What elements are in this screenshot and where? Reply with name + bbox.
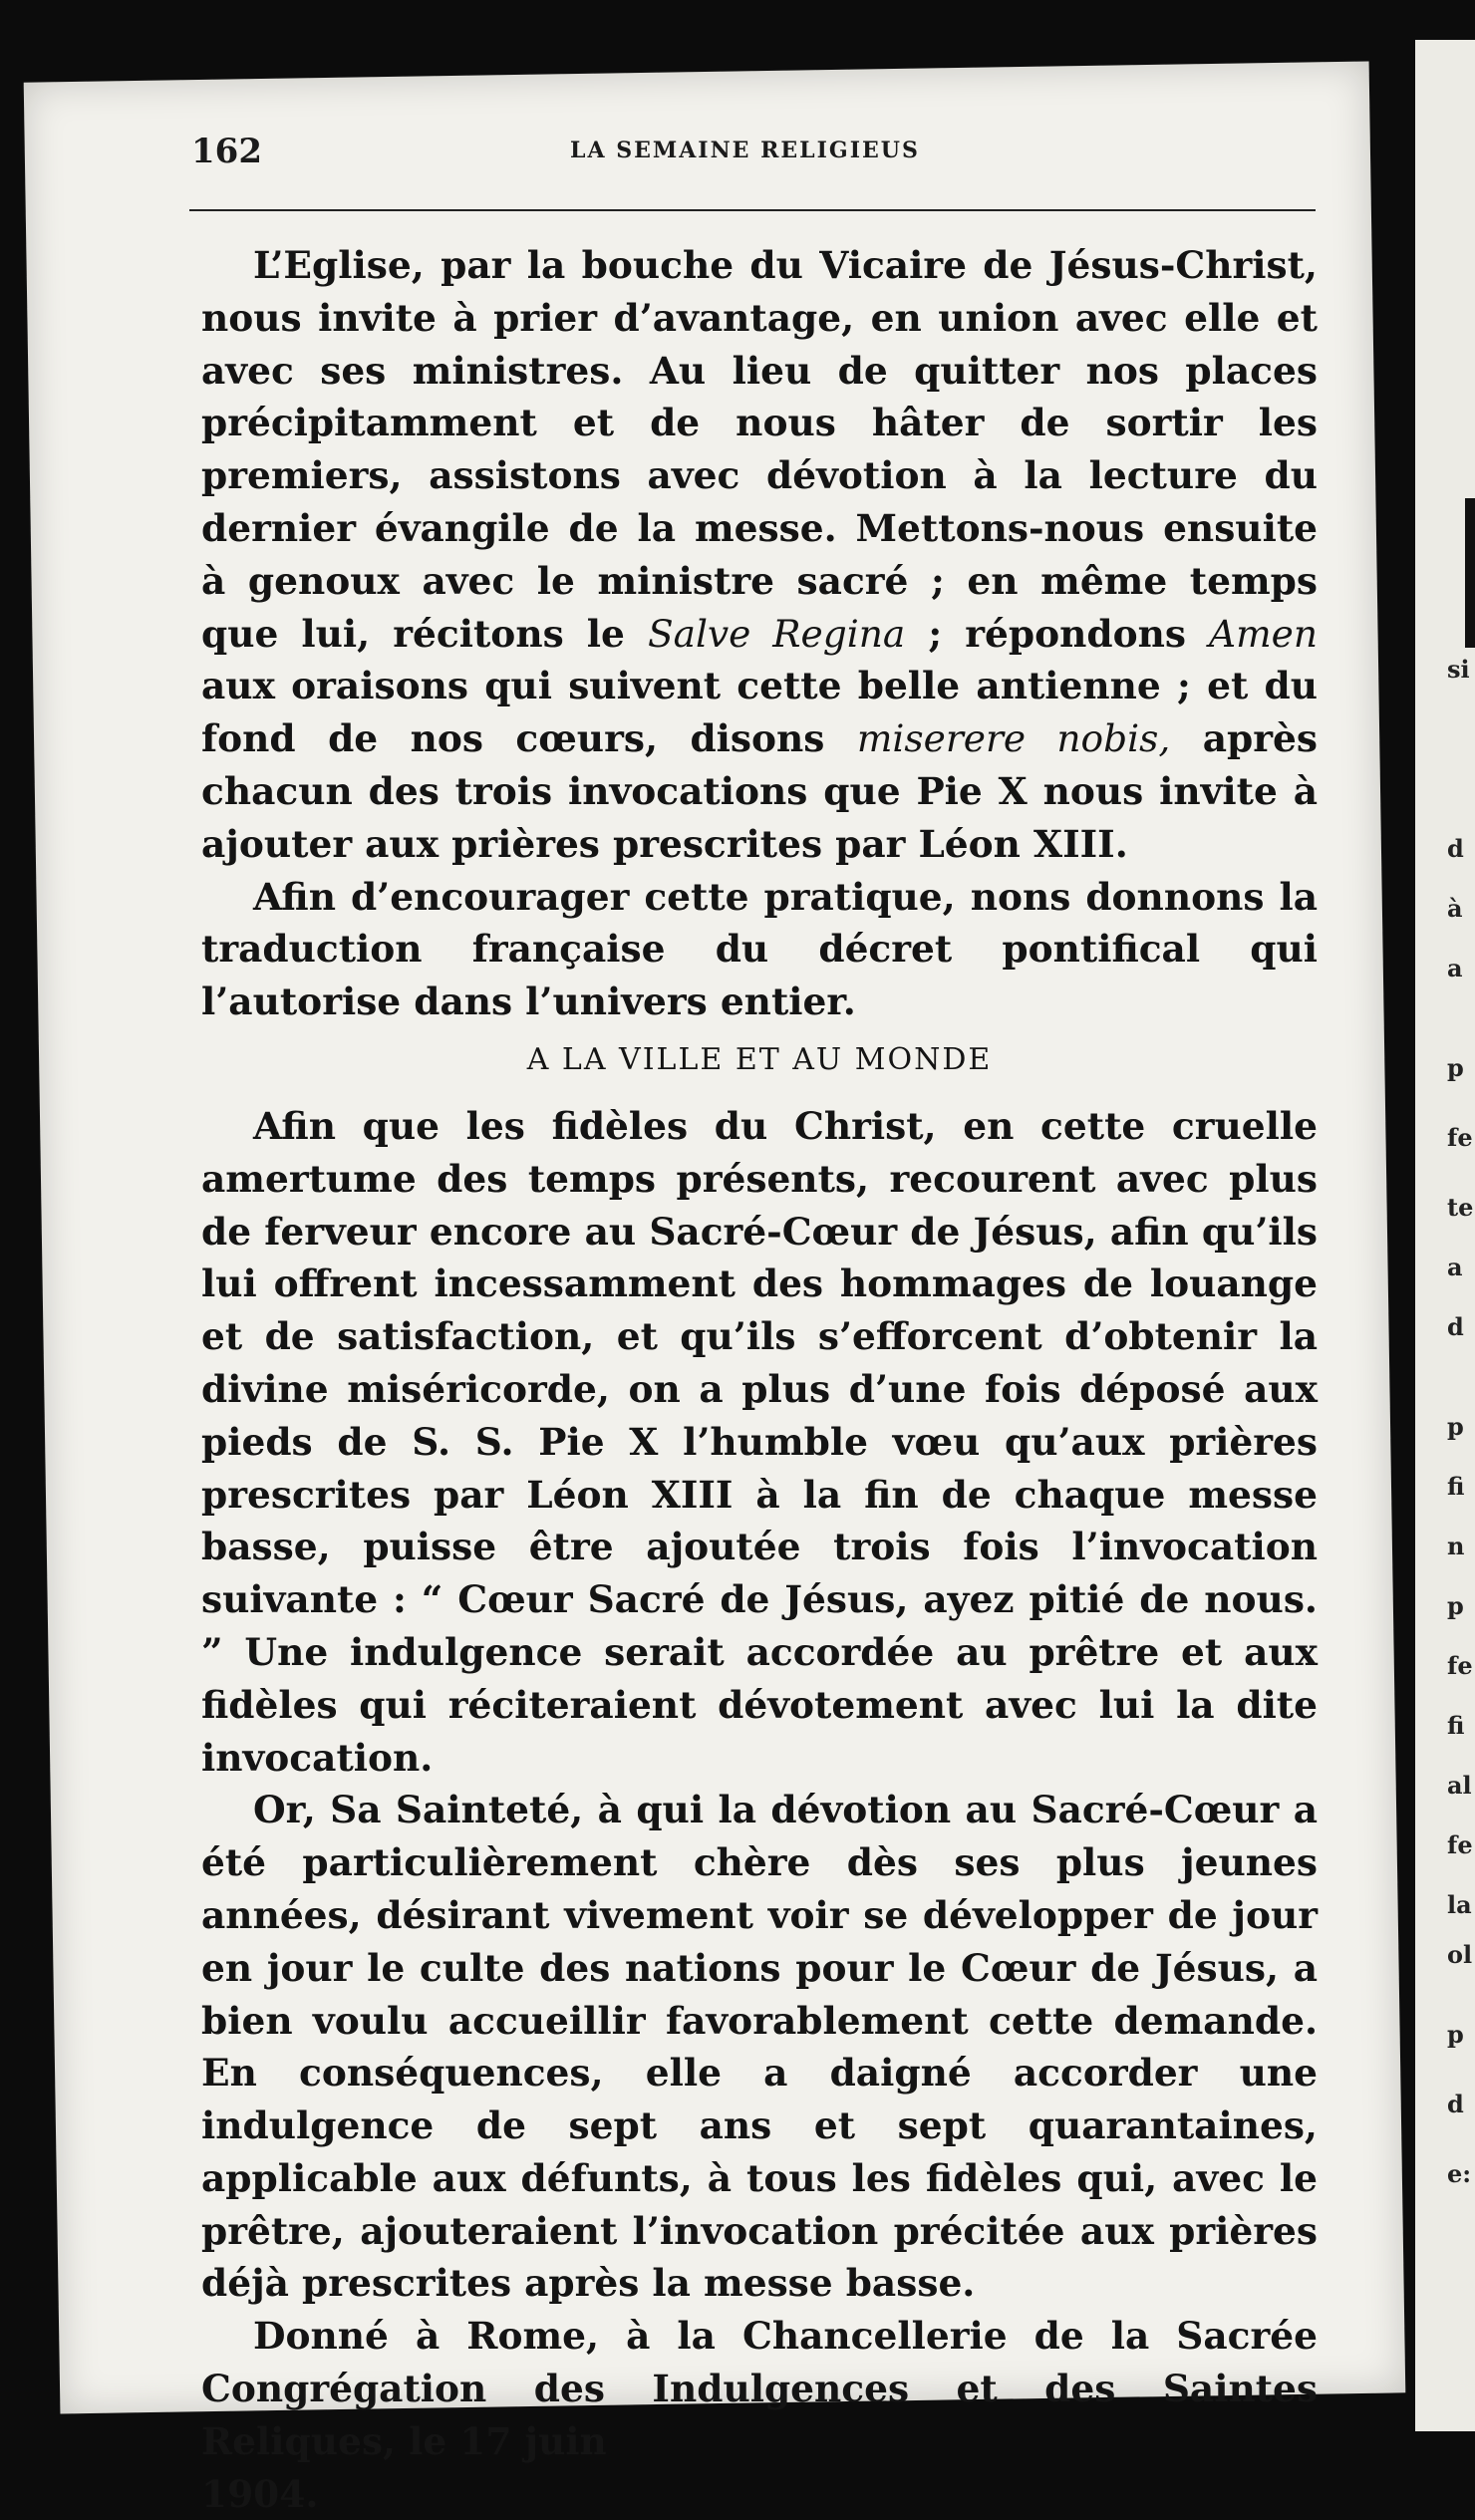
facing-page-fragment: d bbox=[1447, 1312, 1464, 1341]
facing-page-fragment: p bbox=[1447, 1053, 1464, 1082]
salve-regina: Salve Regina bbox=[647, 611, 906, 656]
paragraph-4: Or, Sa Sainteté, à qui la dévotion au Sacré-Cœur a été particulièrement chère dès ses plus jeunes années, désirant vivement voir se développer de jour en jour le culte des nations pour le Cœur de Jésus, a bien voulu accueillir favorablement cette demande. En conséquences, elle a daigné accorder une indulgence de sept ans et sept quarantaines, applicable aux défunts, à tous les fidèles qui, avec le prêtre, ajouteraient l’invocation précitée aux prières déjà prescrites après la messe basse. bbox=[201, 1788, 1318, 2306]
facing-page-fragment: e: bbox=[1447, 2159, 1472, 2188]
page-body bbox=[201, 239, 1318, 2520]
facing-page-fragment: à bbox=[1447, 894, 1463, 923]
running-title: LA SEMAINE RELIGIEUS bbox=[570, 138, 920, 163]
decree-date: 1904. bbox=[201, 2471, 319, 2516]
amen: Amen bbox=[1209, 611, 1319, 656]
facing-page-fragment: d bbox=[1447, 834, 1464, 863]
paragraph-5: Donné à Rome, à la Chancellerie de la Sacrée Congrégation des Indulgences et des Saintes Reliques, le 17 juin bbox=[201, 2314, 1318, 2463]
facing-page-fragment: te bbox=[1447, 1193, 1474, 1222]
facing-page-fragment: si bbox=[1447, 655, 1470, 684]
facing-page-fragment: a bbox=[1447, 1253, 1463, 1281]
paragraph-1: L’Eglise, par la bouche du Vicaire de Jésus-Christ, nous invite à prier d’avantage, en union avec elle et avec ses ministres. Au lieu de quitter nos places précipitamment et de nous hâter de sortir les premiers, assistons avec dévotion à la lecture du dernier évangile de la messe. Mettons-nous ensuite à genoux avec le ministre sacré ; en même temps que lui, récitons le Salve Regina ; répondons Amen aux oraisons qui suivent cette belle antienne ; et du fond de nos cœurs, disons miserere nobis, après chacun des trois invocations que Pie X nous invite à ajouter aux prières prescrites par Léon XIII. bbox=[201, 243, 1319, 866]
facing-page-fragment: d bbox=[1447, 2090, 1464, 2118]
facing-page-fragment: p bbox=[1447, 1591, 1464, 1620]
paragraph-3: Afin que les fidèles du Christ, en cette cruelle amertume des temps présents, recourent avec plus de ferveur encore au Sacré-Cœur de Jésus, afin qu’ils lui offrent incessamment des hommages de louange et de satisfaction, et qu’ils s’efforcent d’obtenir la divine miséricorde, on a plus d’une fois déposé aux pieds de S. S. Pie X l’humble vœu qu’aux prières prescrites par Léon XIII à la fin de chaque messe basse, puisse être ajoutée trois fois l’invocation suivante : “ Cœur Sacré de Jésus, ayez pitié de nous. ” Une indulgence serait accordée au prêtre et aux fidèles qui réciteraient dévotement avec lui la dite invocation. bbox=[201, 1103, 1318, 1780]
facing-page-fragment: fi bbox=[1447, 1711, 1465, 1740]
facing-page-fragment: p bbox=[1447, 2020, 1464, 2049]
facing-page-illustration-edge bbox=[1465, 498, 1475, 648]
facing-page-fragment: p bbox=[1447, 1412, 1464, 1441]
facing-page-edge bbox=[1415, 40, 1475, 2431]
facing-page-fragment: ol bbox=[1447, 1940, 1473, 1969]
miserere-nobis: miserere nobis, bbox=[856, 716, 1171, 761]
paragraph-2: Afin d’encourager cette pratique, nons donnons la traduction française du décret pontifical qui l’autorise dans l’univers entier. bbox=[201, 874, 1318, 1024]
facing-page-fragment: al bbox=[1447, 1771, 1472, 1800]
facing-page-fragment: fi bbox=[1447, 1472, 1465, 1501]
facing-page-fragment: fe bbox=[1447, 1830, 1473, 1859]
facing-page-fragment: la bbox=[1447, 1890, 1472, 1919]
facing-page-fragment: fe bbox=[1447, 1123, 1473, 1152]
page-header bbox=[191, 132, 1318, 191]
facing-page-fragment: fe bbox=[1447, 1651, 1473, 1680]
section-heading: A LA VILLE ET AU MONDE bbox=[526, 1041, 993, 1077]
page-number: 162 bbox=[191, 132, 262, 171]
facing-page-fragment: a bbox=[1447, 954, 1463, 982]
header-rule bbox=[189, 209, 1316, 211]
facing-page-fragment: n bbox=[1447, 1532, 1465, 1560]
